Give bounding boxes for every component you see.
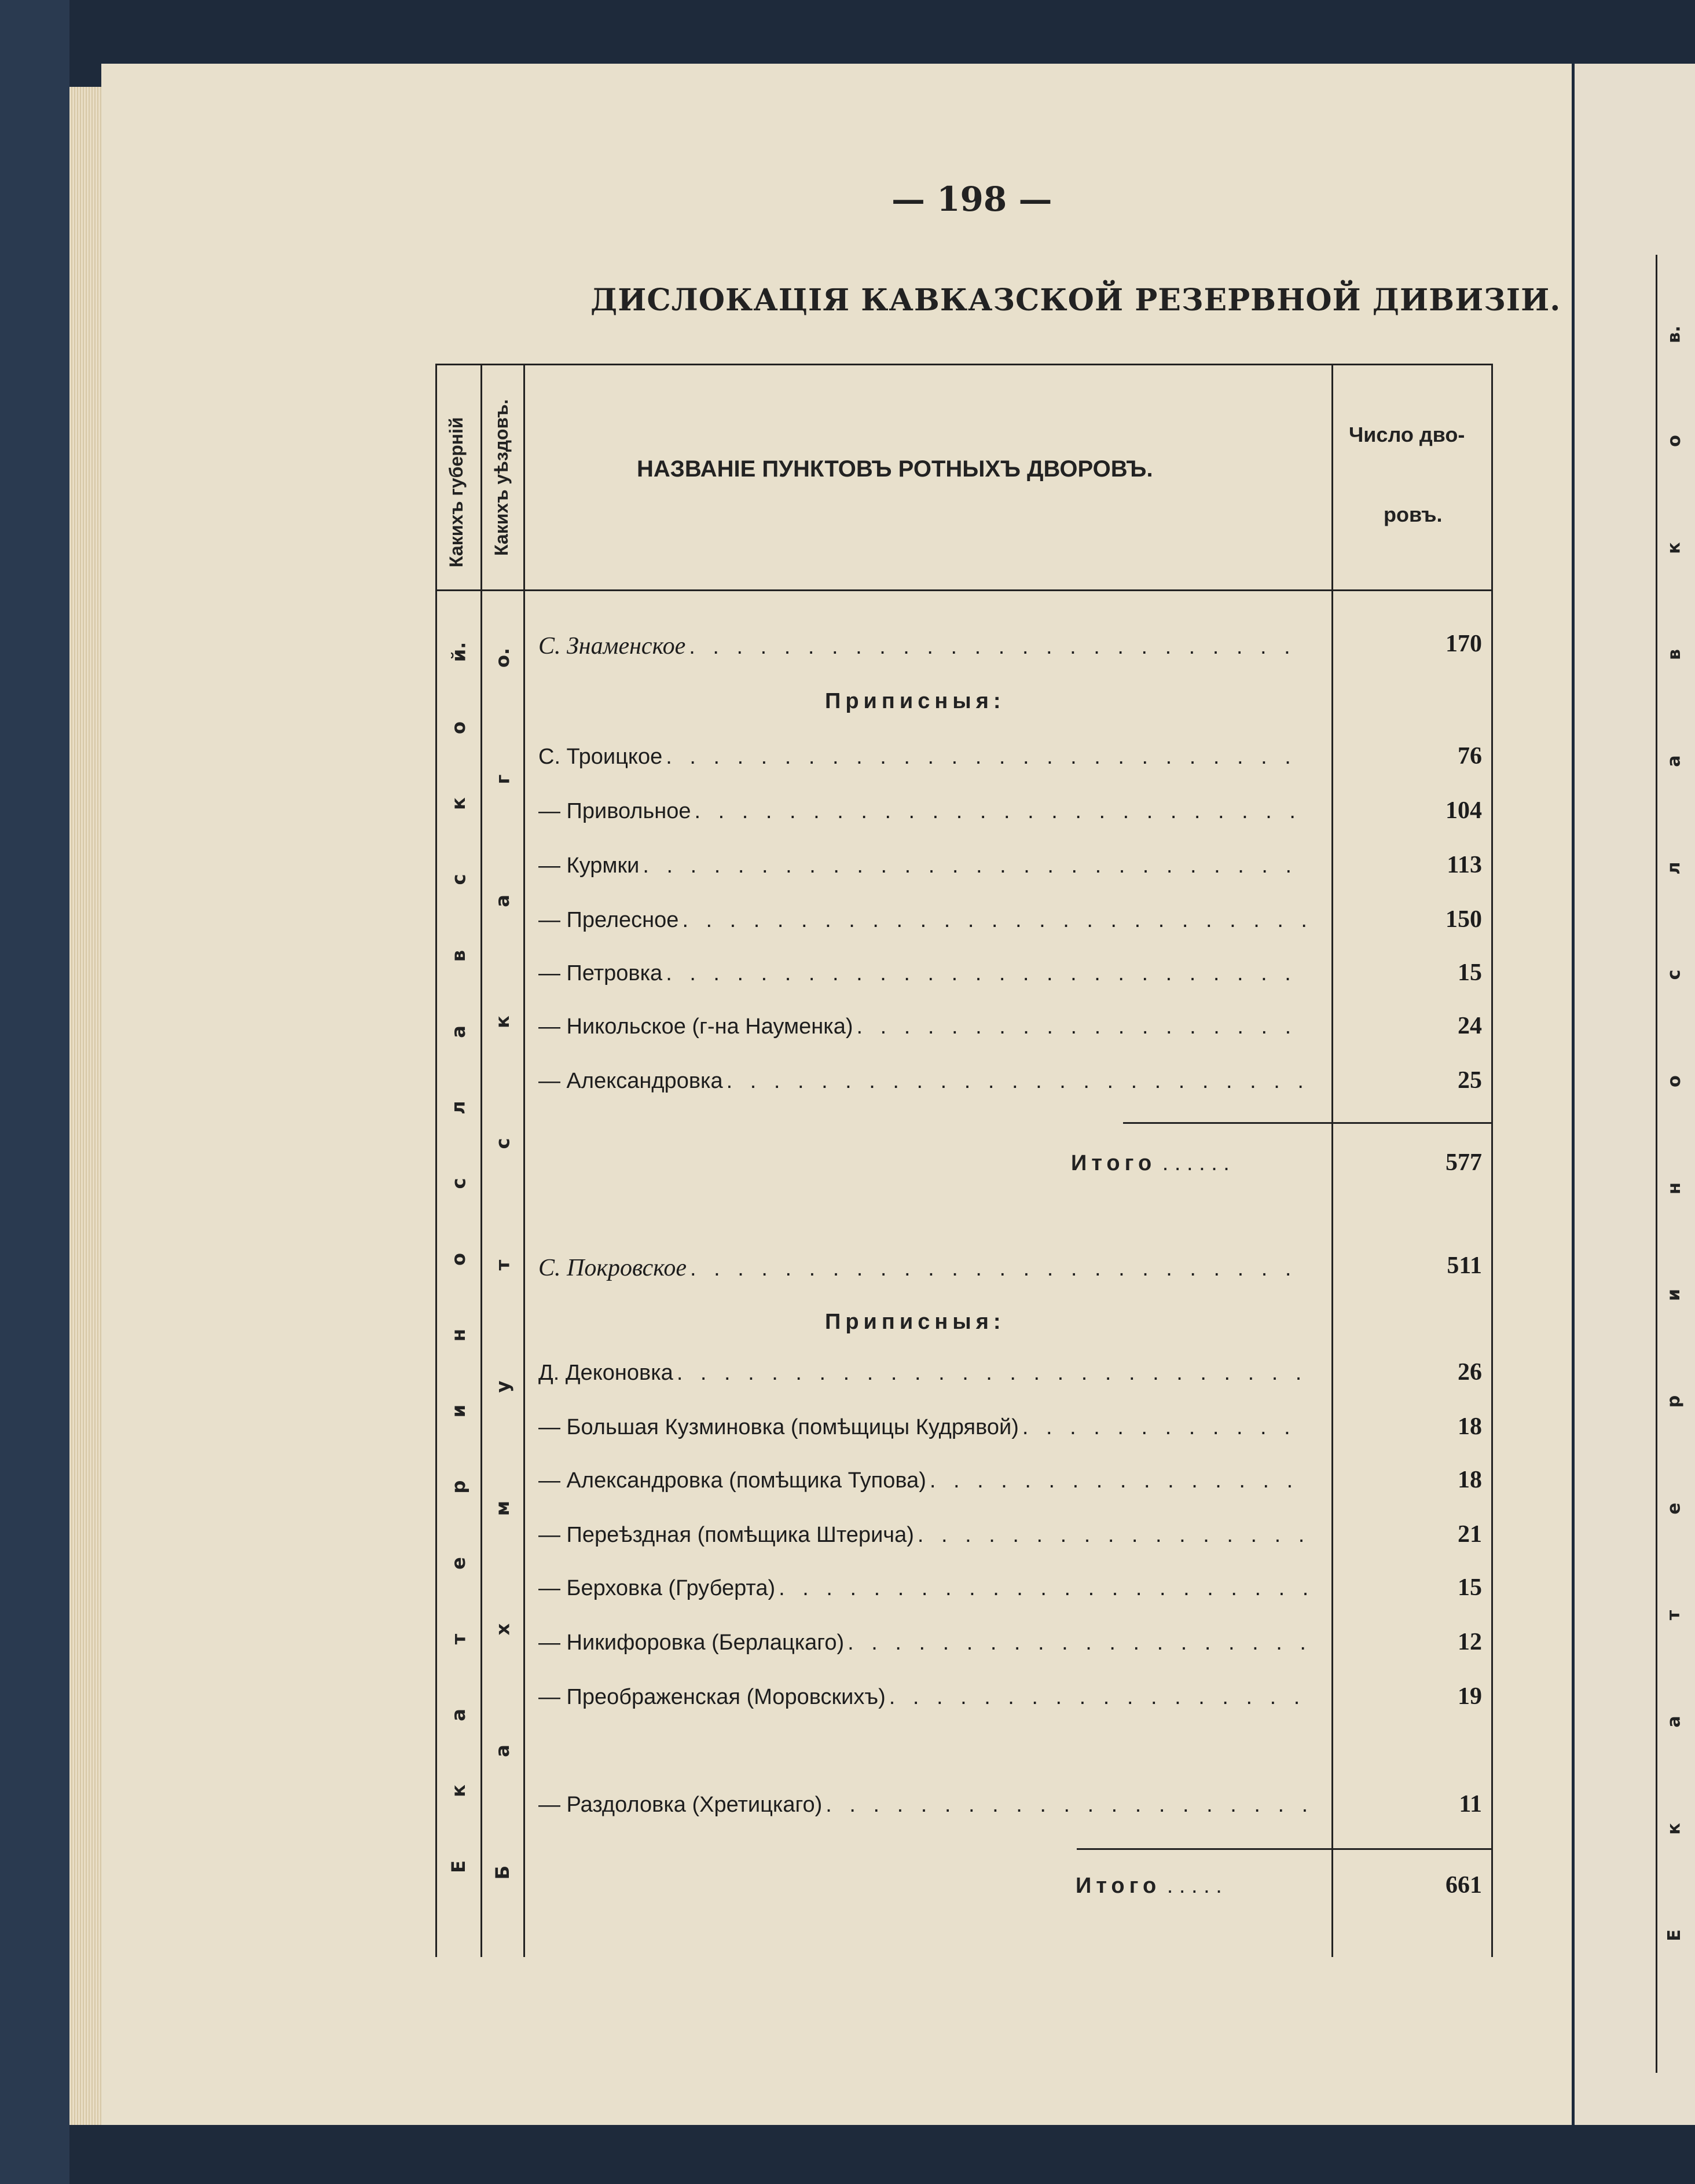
vertical-letter: а <box>447 1708 469 1721</box>
leader-dots <box>848 1630 1308 1655</box>
header-count-line2: ровъ. <box>1384 503 1443 526</box>
list-item <box>538 799 1308 824</box>
household-count: 19 <box>1458 1683 1482 1710</box>
household-count: 150 <box>1445 906 1482 933</box>
household-count: 15 <box>1458 959 1482 986</box>
list-item <box>538 961 1308 986</box>
list-item <box>538 1014 1308 1039</box>
vertical-letter: с <box>447 874 469 885</box>
place-name: — Большая Кузминовка (помѣщицы Кудрявой) <box>538 1415 1019 1439</box>
vertical-letter: в <box>1664 648 1685 660</box>
vertical-letter: й. <box>447 642 469 662</box>
list-item <box>538 1468 1308 1493</box>
vertical-letter: о. <box>491 647 513 668</box>
page-title: ДИСЛОКАЦІЯ КАВКАЗСКОЙ РЕЗЕРВНОЙ ДИВИЗІИ. <box>590 283 1561 318</box>
place-name: — Прелесное <box>538 908 679 932</box>
list-item-main: С. Знаменское . . . <box>538 632 1308 660</box>
header-count-line1: Число дво- <box>1349 423 1465 446</box>
list-item <box>538 853 1308 878</box>
vertical-letter: Е <box>447 1860 469 1873</box>
vertical-letter: а <box>491 1745 513 1757</box>
list-item <box>538 1685 1308 1710</box>
vertical-letter: о <box>1664 435 1685 448</box>
vertical-letter: а <box>447 1025 469 1038</box>
leader-dots <box>1022 1415 1308 1440</box>
header-uezd: Какихъ уѣздовъ. <box>491 399 512 556</box>
leader-dots <box>826 1793 1308 1817</box>
vertical-letter: а <box>491 894 513 907</box>
vertical-letter: е <box>1664 1502 1685 1515</box>
subtotal-label: Итого <box>1076 1874 1161 1898</box>
col-divider-1 <box>435 364 437 1957</box>
leader-dots <box>677 1361 1308 1386</box>
vertical-letter: г <box>491 774 513 785</box>
subtotal: Итого . . . . . <box>1076 1874 1222 1898</box>
leader-dots <box>930 1468 1308 1493</box>
household-count: 24 <box>1458 1013 1482 1039</box>
subheading: Приписныя: <box>825 689 1006 713</box>
leader-dots <box>857 1014 1309 1039</box>
col-divider-2 <box>480 364 482 1957</box>
leader-dots <box>666 961 1308 986</box>
col-divider-3 <box>523 364 525 1957</box>
page-number: — 198 — <box>891 179 1052 219</box>
vertical-letter: н <box>447 1329 469 1342</box>
uezd-vertical-label <box>484 648 521 1882</box>
place-name: С. Троицкое <box>538 745 663 769</box>
vertical-letter: т <box>447 1633 469 1644</box>
value-main: 511 <box>1447 1252 1482 1279</box>
vertical-letter: и <box>447 1405 469 1418</box>
vertical-letter: Б <box>491 1865 513 1880</box>
vertical-letter: к <box>447 797 469 811</box>
place-name: — Раздоловка (Хретицкаго) <box>538 1793 823 1817</box>
place-name: — Никольское (г-на Науменка) <box>538 1014 853 1039</box>
subheading: Приписныя: <box>825 1310 1006 1334</box>
leader-dots <box>682 908 1308 933</box>
list-item <box>538 1361 1308 1386</box>
header-point-names: НАЗВАНІЕ ПУНКТОВЪ РОТНЫХЪ ДВОРОВЪ. <box>637 456 1153 482</box>
list-item <box>538 908 1308 933</box>
list-item <box>538 1576 1308 1601</box>
facing-page-vertical-label <box>1663 324 1686 1945</box>
header-bottom-rule <box>435 589 1492 591</box>
household-count: 21 <box>1458 1521 1482 1548</box>
household-count: 18 <box>1458 1413 1482 1440</box>
vertical-letter: т <box>1664 1610 1685 1621</box>
list-item-main: С. Покровское . . . <box>538 1254 1308 1282</box>
leader-dots <box>666 745 1308 769</box>
subtotal-rule-2 <box>1077 1848 1491 1850</box>
vertical-letter: с <box>491 1138 513 1149</box>
vertical-letter: в. <box>1664 325 1685 343</box>
vertical-letter: Е <box>1664 1929 1685 1941</box>
list-item <box>538 1069 1308 1094</box>
vertical-letter: к <box>491 1016 513 1029</box>
vertical-letter: м <box>491 1500 513 1516</box>
vertical-letter: с <box>447 1178 469 1189</box>
place-name: — Александровка (помѣщика Тупова) <box>538 1468 926 1493</box>
vertical-letter: и <box>1664 1288 1685 1301</box>
book-cover-edge <box>0 0 69 2184</box>
household-count: 18 <box>1458 1467 1482 1493</box>
list-item <box>538 745 1308 769</box>
place-name: Д. Деконовка <box>538 1361 673 1385</box>
place-name: — Александровка <box>538 1069 723 1093</box>
vertical-letter: а <box>1664 755 1685 767</box>
subtotal-value: 661 <box>1445 1872 1482 1899</box>
subtotal-value: 577 <box>1445 1149 1482 1176</box>
place-name: — Никифоровка (Берлацкаго) <box>538 1630 845 1655</box>
household-count: 25 <box>1458 1067 1482 1094</box>
vertical-letter: о <box>1664 1075 1685 1088</box>
leader-dots <box>889 1685 1308 1710</box>
vertical-letter: р <box>1664 1395 1685 1408</box>
household-count: 26 <box>1458 1359 1482 1386</box>
vertical-letter: к <box>1664 1822 1685 1835</box>
vertical-letter: в <box>447 950 469 962</box>
gubernia-vertical-label <box>440 643 477 1876</box>
leader-dots <box>643 853 1308 878</box>
vertical-letter: а <box>1664 1716 1685 1728</box>
household-count: 76 <box>1458 743 1482 769</box>
subtotal-label: Итого <box>1071 1151 1157 1175</box>
vertical-letter: л <box>1664 862 1685 875</box>
list-item <box>538 1415 1308 1440</box>
list-item <box>538 1793 1308 1817</box>
vertical-letter: е <box>447 1556 469 1570</box>
leader-dots <box>779 1576 1308 1601</box>
place-name: — Берховка (Груберта) <box>538 1576 776 1600</box>
household-count: 15 <box>1458 1574 1482 1601</box>
vertical-letter: к <box>1664 541 1685 554</box>
leader-dots <box>695 799 1308 824</box>
value-main: 170 <box>1445 631 1482 657</box>
page-stack-edge <box>69 87 104 2125</box>
col-divider-5 <box>1491 364 1493 1957</box>
list-item <box>538 1523 1308 1548</box>
vertical-letter: н <box>1664 1182 1685 1194</box>
vertical-letter: о <box>447 1253 469 1266</box>
place-name: — Преображенская (Моровскихъ) <box>538 1685 886 1709</box>
vertical-letter: т <box>491 1259 513 1271</box>
place-name: — Переѣздная (помѣщика Штерича) <box>538 1523 914 1547</box>
vertical-letter: к <box>447 1784 469 1797</box>
household-count: 113 <box>1447 852 1482 878</box>
vertical-letter: у <box>491 1380 513 1393</box>
col-divider-4 <box>1331 364 1333 1957</box>
vertical-letter: о <box>447 721 469 735</box>
place-name: — Петровка <box>538 961 663 985</box>
list-item <box>538 1630 1308 1655</box>
vertical-letter: р <box>447 1480 469 1494</box>
facing-page-rule <box>1656 255 1657 2073</box>
header-gubernia: Какихъ губерній <box>446 417 467 567</box>
household-count: 11 <box>1459 1791 1482 1817</box>
subtotal-rule-1 <box>1123 1122 1491 1124</box>
table-top-rule <box>435 364 1492 365</box>
vertical-letter: х <box>491 1624 513 1636</box>
household-count: 104 <box>1445 797 1482 824</box>
place-name: — Курмки <box>538 853 640 878</box>
household-count: 12 <box>1458 1629 1482 1655</box>
leader-dots <box>918 1523 1308 1548</box>
subtotal: Итого . . . . . . <box>1071 1151 1230 1175</box>
vertical-letter: л <box>447 1101 469 1115</box>
leader-dots <box>727 1069 1308 1094</box>
vertical-letter: с <box>1664 969 1685 980</box>
place-name: — Привольное <box>538 799 691 823</box>
